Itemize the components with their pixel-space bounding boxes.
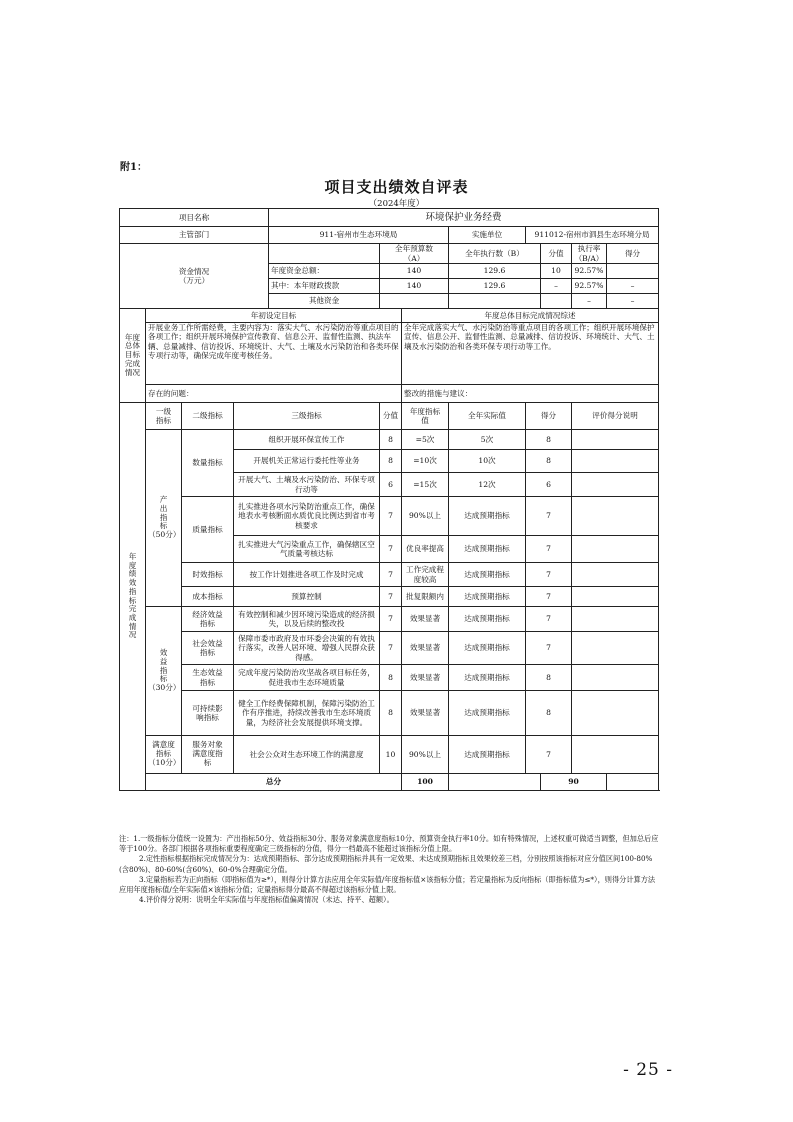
- measures-label: 整改的措施与建议：: [402, 385, 659, 403]
- table-row: [120, 309, 659, 323]
- score-weight-header: 分值: [541, 244, 572, 264]
- goal-set-header: 年初设定目标: [146, 309, 402, 323]
- indicator-actual: 达成预期指标: [449, 563, 526, 587]
- other-funds-label: 其他资金: [269, 294, 380, 309]
- level3-header: 三级指标: [234, 403, 380, 430]
- quantity-indicator-label: 数量指标: [182, 430, 234, 497]
- notes-section: [119, 834, 659, 906]
- indicator-score: 7: [526, 497, 572, 536]
- indicator-comment: [572, 450, 659, 473]
- indicator-comment: [572, 607, 659, 632]
- timeliness-indicator-label: 时效指标: [182, 563, 234, 587]
- indicator-score: 8: [526, 665, 572, 691]
- table-row: [120, 497, 659, 536]
- indicator-target: 效果显著: [402, 665, 449, 691]
- other-weight: [541, 294, 572, 309]
- indicator-weight: 7: [380, 607, 402, 632]
- fiscal-rate: 92.57%: [572, 279, 607, 294]
- funds-label: 资金情况 （万元）: [120, 244, 269, 309]
- fiscal-budget: 140: [380, 279, 449, 294]
- indicator-section-label: 年 度 绩 效 指 标 完 成 情 况: [120, 403, 146, 791]
- indicator-actual: 达成预期指标: [449, 536, 526, 563]
- indicator-score: 6: [526, 473, 572, 497]
- annex-label: 附1：: [120, 162, 147, 173]
- table-row: [120, 632, 659, 665]
- indicator-name: 预算控制: [234, 587, 380, 607]
- fiscal-executed: 129.6: [449, 279, 541, 294]
- fiscal-label: 其中：本年财政拨款: [269, 279, 380, 294]
- indicator-score: 7: [526, 607, 572, 632]
- other-executed: [449, 294, 541, 309]
- project-name-value: 环境保护业务经费: [269, 209, 659, 227]
- indicator-weight: 7: [380, 563, 402, 587]
- comment-header: 评价得分说明: [572, 403, 659, 430]
- year-subtitle: （2024年度）: [368, 199, 425, 209]
- indicator-actual: 5次: [449, 430, 526, 450]
- indicator-score: 8: [526, 450, 572, 473]
- project-name-label: 项目名称: [120, 209, 269, 227]
- indicator-name: 组织开展环保宣传工作: [234, 430, 380, 450]
- ecological-indicator-label: 生态效益 指标: [182, 665, 234, 691]
- goal-set-text: 开展业务工作所需经费，主要内容为：落实大气、水污染防治等重点项目的各项工作；组织开展环境保护宣传教育、信息公开、监督性监测、执法车辆、总量减排、信访投诉、环境统计、大气、土壤及水污染防治和各类环保专项行动等，确保完成年度考核任务。: [146, 323, 402, 385]
- dept-label: 主管部门: [120, 227, 269, 244]
- indicator-score: 7: [526, 536, 572, 563]
- total-weight: 100: [402, 774, 449, 791]
- executed-header: 全年执行数（B）: [449, 244, 541, 264]
- indicator-target: 90%以上: [402, 736, 449, 774]
- indicator-comment: [572, 536, 659, 563]
- other-rate: –: [572, 294, 607, 309]
- annual-total-budget: 140: [380, 264, 449, 279]
- table-row: [120, 209, 659, 227]
- fiscal-weight: –: [541, 279, 572, 294]
- goal-done-text: 全年完成落实大气、水污染防治等重点项目的各项工作；组织开展环境保护宣传、信息公开、监督性监测、总量减排、信访投诉、环境统计、大气、土壤及水污染防治和各类环保专项行动等工作。: [402, 323, 659, 385]
- total-comment: [607, 774, 659, 791]
- indicator-weight: 8: [380, 665, 402, 691]
- annual-total-weight: 10: [541, 264, 572, 279]
- indicator-target: =15次: [402, 473, 449, 497]
- table-row: [120, 607, 659, 632]
- indicator-weight: 6: [380, 473, 402, 497]
- note-3: 3.定量指标若为正向指标（即指标值为≥*），则得分计算方法应用全年实际值/年度指标值×该指标分值；若定量指标为反向指标（即指标值为≤*），则得分计算方法应用年度指标值/全年实际值×该指标分值；定量指标得分最高不得超过该指标分值上限。: [119, 874, 656, 895]
- indicator-name: 扎实推进大气污染重点工作，确保辖区空气质量考核达标: [234, 536, 380, 563]
- fiscal-score: –: [607, 279, 659, 294]
- indicator-name: 有效控制和减少因环境污染造成的经济损失，以及后续的整改投: [234, 607, 380, 632]
- table-row: [120, 385, 659, 403]
- actual-header: 全年实际值: [449, 403, 526, 430]
- impl-unit-value: 911012-宿州市泗县生态环境分局: [526, 227, 659, 244]
- indicator-actual: 达成预期指标: [449, 632, 526, 665]
- indicator-comment: [572, 430, 659, 450]
- note-1: 注：1.一级指标分值统一设置为：产出指标50分、效益指标30分、服务对象满意度指标10分、预算资金执行率10分。如有特殊情况，上述权重可做适当调整，但加总后应等于100分。各部门根据各项指标重要程度确定三级指标的分值，得分一档最高不能超过该指标分值上限。: [119, 834, 659, 854]
- note-2: 2.定性指标根据指标完成情况分为：达成预期指标、部分达成预期指标并具有一定效果、未达成预期指标且效果较差三档，分别按照该指标对应分值区间100-80%(含80%)、80-60%(含60%)、60-0%合理确定分值。: [119, 854, 653, 874]
- table-row: [120, 430, 659, 450]
- satisfaction-indicator-label: 满意度 指标 （10分）: [146, 736, 182, 774]
- cost-indicator-label: 成本指标: [182, 587, 234, 607]
- indicator-score: 7: [526, 632, 572, 665]
- other-budget: [380, 294, 449, 309]
- indicator-name: 健全工作经费保障机制，保障污染防治工作有序推进，持续改善我市生态环境质量，为经济社会发展提供环境支撑。: [234, 691, 380, 736]
- table-row: [120, 774, 659, 791]
- table-row: [120, 244, 659, 264]
- total-label: 总分: [146, 774, 402, 791]
- problems-label: 存在的问题：: [146, 385, 402, 403]
- indicator-name: 社会公众对生态环境工作的满意度: [234, 736, 380, 774]
- indicator-comment: [572, 691, 659, 736]
- funds-header-blank: [269, 244, 380, 264]
- exec-rate-header: 执行率 （B/A）: [572, 244, 607, 264]
- economic-indicator-label: 经济效益 指标: [182, 607, 234, 632]
- target-header: 年度指标 值: [402, 403, 449, 430]
- effect-indicator-label: 效 益 指 标 （30分）: [146, 607, 182, 736]
- table-row: [120, 323, 659, 385]
- indicator-target: =5次: [402, 430, 449, 450]
- indicator-target: 优良率提高: [402, 536, 449, 563]
- indicator-target: 效果显著: [402, 632, 449, 665]
- indicator-weight: 7: [380, 536, 402, 563]
- other-score: –: [607, 294, 659, 309]
- annual-total-rate: 92.57%: [572, 264, 607, 279]
- sustainable-indicator-label: 可持续影 响指标: [182, 691, 234, 736]
- dept-value: 911-宿州市生态环境局: [269, 227, 449, 244]
- indicator-target: 批复限额内: [402, 587, 449, 607]
- indicator-target: 效果显著: [402, 607, 449, 632]
- goal-done-header: 年度总体目标完成情况综述: [402, 309, 659, 323]
- level1-header: 一级 指标: [146, 403, 182, 430]
- table-row: [120, 587, 659, 607]
- service-indicator-label: 服务对象 满意度指 标: [182, 736, 234, 774]
- ind-score-header: 得分: [526, 403, 572, 430]
- annual-total-executed: 129.6: [449, 264, 541, 279]
- table-row: [120, 403, 659, 430]
- indicator-weight: 7: [380, 587, 402, 607]
- indicator-target: 效果显著: [402, 691, 449, 736]
- quality-indicator-label: 质量指标: [182, 497, 234, 563]
- indicator-weight: 8: [380, 430, 402, 450]
- total-score: 90: [541, 774, 607, 791]
- indicator-actual: 10次: [449, 450, 526, 473]
- indicator-score: 7: [526, 587, 572, 607]
- indicator-target: 工作完成程度较高: [402, 563, 449, 587]
- page-number: - 25 -: [623, 1060, 673, 1080]
- indicator-actual: 达成预期指标: [449, 736, 526, 774]
- indicator-score: 8: [526, 430, 572, 450]
- indicator-weight: 7: [380, 497, 402, 536]
- indicator-score: 7: [526, 736, 572, 774]
- indicator-comment: [572, 632, 659, 665]
- indicator-actual: 达成预期指标: [449, 691, 526, 736]
- indicator-actual: 达成预期指标: [449, 497, 526, 536]
- social-indicator-label: 社会效益 指标: [182, 632, 234, 665]
- total-blank: [449, 774, 541, 791]
- indicator-name: 开展大气、土壤及水污染防治、环保专项行动等: [234, 473, 380, 497]
- indicator-name: 保障市委市政府及市环委会决策的有效执行落实，改善人居环境、增强人民群众获得感。: [234, 632, 380, 665]
- performance-table: [119, 208, 659, 791]
- note-4: 4.评价得分说明：说明全年实际值与年度指标值偏离情况（未达、持平、超额）。: [139, 895, 394, 905]
- indicator-comment: [572, 665, 659, 691]
- goal-section-label: 年度 总体 目标 完成 情况: [120, 309, 146, 403]
- indicator-actual: 达成预期指标: [449, 665, 526, 691]
- indicator-name: 按工作计划推进各项工作及时完成: [234, 563, 380, 587]
- table-row: [120, 665, 659, 691]
- indicator-name: 扎实推进各项水污染防治重点工作，确保地表水考核断面水质优良比例达到省市考核要求: [234, 497, 380, 536]
- indicator-comment: [572, 587, 659, 607]
- level2-header: 二级指标: [182, 403, 234, 430]
- indicator-score: 7: [526, 563, 572, 587]
- indicator-score: 8: [526, 691, 572, 736]
- indicator-weight: 8: [380, 691, 402, 736]
- indicator-target: =10次: [402, 450, 449, 473]
- indicator-weight: 7: [380, 632, 402, 665]
- indicator-comment: [572, 497, 659, 536]
- indicator-actual: 达成预期指标: [449, 587, 526, 607]
- score-header: 得分: [607, 244, 659, 264]
- table-row: [120, 736, 659, 774]
- page-title: 项目支出绩效自评表: [324, 178, 469, 196]
- indicator-comment: [572, 563, 659, 587]
- annual-total-score: [607, 264, 659, 279]
- output-indicator-label: 产 出 指 标 （50分）: [146, 430, 182, 607]
- indicator-target: 90%以上: [402, 497, 449, 536]
- indicator-weight: 8: [380, 450, 402, 473]
- indicator-weight: 10: [380, 736, 402, 774]
- indicator-name: 完成年度污染防治攻坚战各项目标任务，促进我市生态环境质量: [234, 665, 380, 691]
- annual-total-label: 年度资金总额：: [269, 264, 380, 279]
- table-row: [120, 563, 659, 587]
- table-row: [120, 227, 659, 244]
- table-row: [120, 691, 659, 736]
- indicator-actual: 达成预期指标: [449, 607, 526, 632]
- weight-header: 分值: [380, 403, 402, 430]
- indicator-comment: [572, 736, 659, 774]
- impl-unit-label: 实施单位: [449, 227, 526, 244]
- indicator-comment: [572, 473, 659, 497]
- indicator-name: 开展机关正常运行委托性等业务: [234, 450, 380, 473]
- budget-header: 全年预算数 （A）: [380, 244, 449, 264]
- indicator-actual: 12次: [449, 473, 526, 497]
